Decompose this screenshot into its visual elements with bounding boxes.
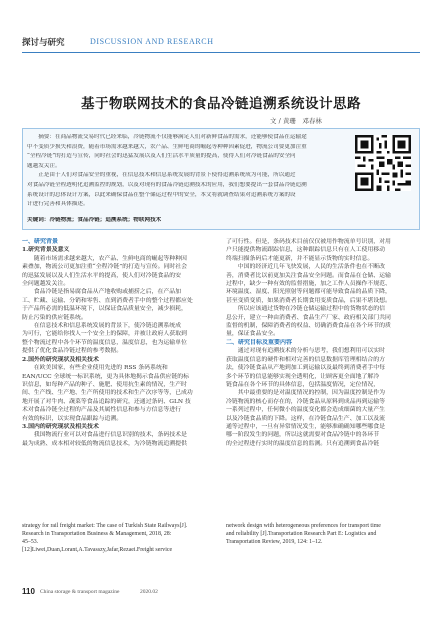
body-line: 中国的经济近几年飞快发展，人民的生活条件也在不断改 (226, 264, 386, 271)
body-line: 随着市场需求越来越大，农产品、生鲜电商的崛起等种种因 (22, 255, 187, 262)
reference-line: strategy for rail freight market: The case of Turkish State Railways[J]. (22, 523, 188, 529)
body-line: EAN/UCC 全球统一标识系统，更为具体地揭示食品供应链的标 (22, 373, 190, 380)
body-line: 通等过程中，一旦有异常情况发生，能够准确确知哪些哪食是 (226, 423, 386, 430)
body-line: 为可行，它能给你找人一个安全上的保障，并被让政府人获取到 (22, 331, 187, 338)
body-line: 其中最重要的是对温度情况的控制，因为温度控制是作为 (226, 390, 386, 397)
body-line: 防止污染的供应链系统。 (22, 314, 87, 321)
body-line: 获取温度信息的硬件和相对完善的信息数据库管理相结合的方 (226, 356, 386, 363)
body-line: 冷链物流的核心而存在的，冷链食品从原料到成品再到运输等 (226, 398, 386, 405)
body-line: 了可行性。但是，条码技术目前仅仅被用作物流单号识别，对用 (226, 239, 391, 245)
journal-name: China storage & transport magazine (40, 589, 120, 595)
abstract-line: “全程冷链”的打造与宣传，同时社会的迅猛发展以及人们生活水平质量的提高，使得人们对冷链食品的安全问 (27, 153, 296, 160)
body-line: 素叠加，物流公司更加注重“全程冷链”的打造与宣传。同时社会 (22, 264, 188, 271)
body-line: 法，使冷链食品从产地到加工到运输以及最终到消费者手中每 (226, 365, 386, 372)
body-line: 术对食品冷链全过程的产品及其属性信息和参与方信息等进行 (22, 407, 182, 414)
body-line: 的迅猛发展以及人们生活水平的提高，使人们对冷链食品的安 (22, 272, 182, 279)
body-line: 的全过程进行实时的温度信息的监测。只有追溯到食品冷链 (226, 440, 380, 447)
body-line: 息公开，建立一种由消费者、食品生产厂家、政府相关部门共同 (226, 314, 391, 321)
body-line: 甚至变质变质，如果消费者长期食用变质食品，后果不堪设想。 (226, 297, 391, 304)
reference-line: network design with heterogeneous preferences for transport time (226, 523, 381, 529)
qr-code-icon (355, 135, 411, 191)
body-line: 于产品所必需的低温环境下，以保证食品质量安全，减少损耗， (22, 306, 187, 313)
body-line: 一系列过程中，任何微小的温度变化都会造成细菌的大量产生 (226, 407, 386, 414)
body-line: 监督的机制，保障消费者的权益、切确消费食品在各个环节的质 (226, 323, 391, 330)
keywords: 关键词：冷链物流；食品冷链；追溯系统；物联网技术 (27, 217, 162, 223)
header-rule (22, 52, 420, 53)
reference-line: Research in Transportation Business & Management, 2018, 28: (22, 531, 172, 537)
article-title: 基于物联网技术的食品冷链追溯系统设计思路 (81, 96, 361, 112)
page-number: 110 (22, 587, 35, 596)
body-line: 工、贮藏、运输、分销和零售、直到消费者手中的整个过程都应处 (22, 297, 193, 304)
body-line: 我国物流行业可以对食品进行信息识别的技术，条码技术是 (22, 432, 187, 439)
body-line: 全问题越发关注。 (22, 281, 70, 288)
section-heading: 二、研究目标及重要内容 (226, 338, 293, 346)
abstract-line: 对食品冷链全程透明化追溯监控的规划，以及对现有的食品冷链追溯技术的应用，我们想要提出一套食品冷链追溯 (27, 182, 307, 188)
body-line: 识信息，如每种产品的种子、施肥、使用抗生素的情况，生产时 (22, 381, 187, 388)
references-right (226, 522, 420, 546)
running-header (22, 36, 420, 50)
body-line: 通过对现有追溯技术的分析与思考，我们想利用可以实时 (226, 348, 386, 355)
section-heading: 一、研究背景 (22, 238, 59, 245)
body-line: 地开展了对牛肉、蔬菜等食品追踪的研究，还通过条码、GLN 技 (22, 398, 191, 405)
journal-issue: 2020.02 (140, 589, 158, 595)
abstract-box (22, 128, 420, 230)
body-line: 食品冷链是指易腐食品从产地收购或捕捞之后，在产品加 (22, 289, 182, 296)
body-line: 间、生产线、生产地、生产所使用的技术和生产次序等等，已成功 (22, 390, 193, 397)
abstract-line: 计进行完善和具体描述。 (27, 201, 89, 208)
subsection-heading: 2.国外的研究现状及相关技术 (22, 355, 99, 363)
article-authors: 文 / 黄珊 邓春林 (270, 117, 322, 125)
abstract-line: 正是由于人们对食品安全的重视，在信息技术和信息系统发展的背景下使得追溯系统成为可能，所以通过 (27, 172, 296, 179)
body-line: 以及冷链食品质的下降。这样，在冷链食品生产、加工以及流 (226, 415, 386, 422)
body-line: 有效的标识，以实现食品跟踪与追溯。 (22, 415, 123, 422)
body-line: 过程中，缺少一种有效的监督措施，加之工作人员操作不规范、 (226, 281, 391, 288)
reference-line: [12]Li​wei,Duan,Lorant,A.Tavasszy,Jafar,Rezaei.Freight service (22, 547, 173, 553)
body-column-right (226, 238, 420, 448)
body-line: 多个环节的信息能够实现全透明化，让顾客更全面地了解冷 (226, 373, 380, 380)
abstract-line: 摘要：在商品物流交易时代已经来临，冷链物流不仅能够满足人们对新鲜食品的需求，还能够使食品在运输途 (27, 134, 307, 140)
reference-line: 45–53. (22, 539, 39, 545)
body-line: 所以应该通过货物在冷链仓储运输过程中的货物状态的信 (226, 306, 386, 313)
body-line: 环境温度、湿度、阳光照射等问题都可能导致食品的品质下降， (226, 289, 391, 296)
body-line: 在信息技术和信息系统发展的背景下，使冷链追溯系统成 (22, 323, 182, 330)
body-line: 提供了优化食品冷链过程的参考数据。 (22, 348, 123, 355)
abstract-line: 系统设计的总体设计方案，以此来确保食品在整个储运过程中的安全，本文将就调查结果对追溯系统方案的设 (27, 191, 296, 198)
references-left (22, 522, 214, 554)
abstract-line: 中不变质少损失和浪费，随着市场需求越来越大，农产品、生鲜电商的崛起等种种因素促进，物流公司要更加注重 (27, 143, 307, 150)
reference-line: Transportation Review, 2019, 124: 1–12. (226, 539, 323, 545)
body-line: 善，消费者比以前更加关注食品安全问题。而食品在仓储、运输 (226, 272, 391, 279)
page-footer (22, 587, 420, 597)
body-line: 量，保证食品安全。 (226, 331, 280, 338)
reference-line: and reliability [J].Transportation Research Part E: Logistics and (226, 531, 377, 537)
subsection-heading: 3.国内的研究现状及相关技术 (22, 422, 99, 430)
section-label-en: DISCUSSION AND RESEARCH (90, 37, 214, 46)
body-line: 链食品在各个环节的具体信息，包括温度情况，定位情况， (226, 381, 380, 388)
body-line: 在欧美国家，有些企业使用先进的 RSS 条码系统和 (22, 365, 168, 372)
body-line: 哪一阶段发生的问题，所以这就需要对食品冷链中的各环节 (226, 432, 380, 439)
abstract-line: 题越发关注。 (27, 162, 61, 169)
body-line: 终端扫描条码后才能更新，并不能显示货物的实时信息。 (226, 255, 374, 262)
body-column-left (22, 238, 214, 448)
body-line: 整个物流过程中各个环节的温度信息，温度信息，也为运输单位 (22, 339, 187, 346)
body-line: 户只能提供物流跟踪信息，这种跟踪信息只有在人工使用移动 (226, 247, 386, 254)
subsection-heading: 1.研究背景及意义 (22, 246, 70, 254)
body-line: 最为成熟、成本相对较低的物流信息技术，为冷链物流追溯提供 (22, 440, 187, 447)
section-label: 探讨与研究 (22, 38, 65, 48)
